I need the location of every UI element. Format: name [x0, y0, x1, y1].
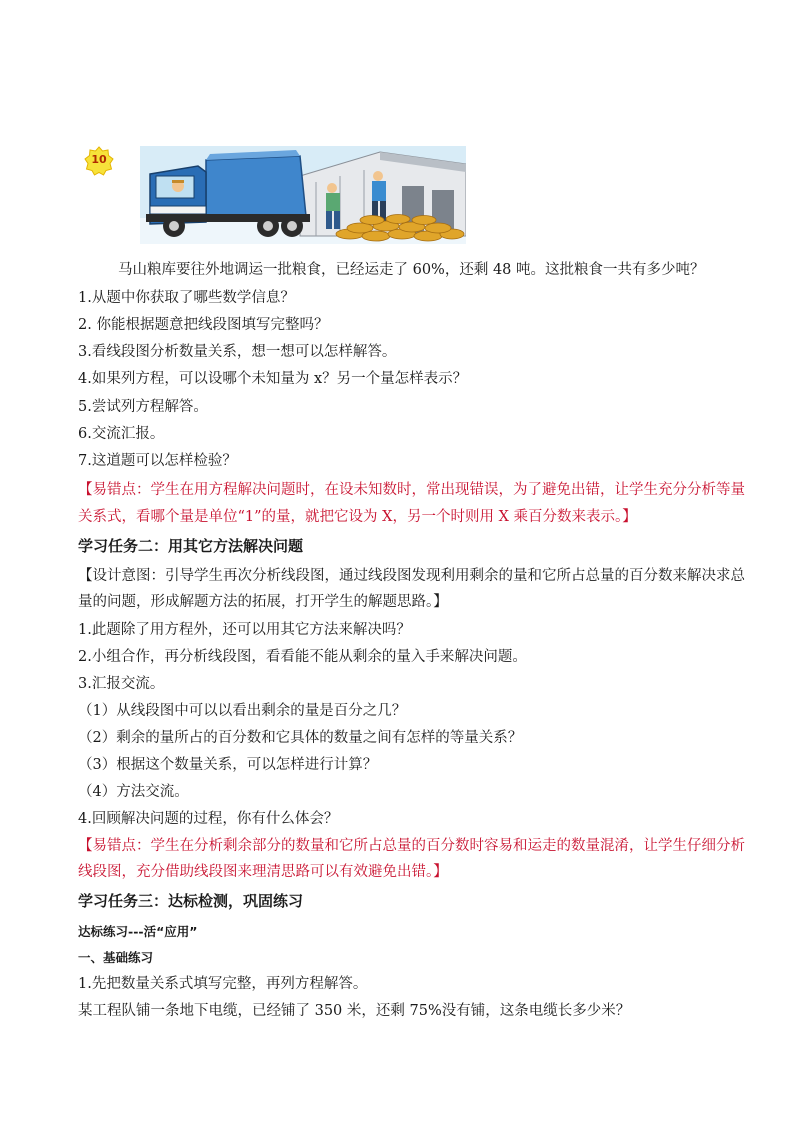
task2-tip-line-1: 【易错点：学生在分析剩余部分的数量和它所占总量的百分数时容易和运走的数量混淆，让学生仔细分析 [78, 838, 745, 854]
task3-title: 学习任务三：达标检测，巩固练习 [78, 892, 304, 910]
basic-practice-heading: 一、基础练习 [78, 950, 154, 965]
task2-design-line-1: 【设计意图：引导学生再次分析线段图，通过线段图发现利用剩余的量和它所占总量的百分数来解决求总 [78, 568, 745, 584]
problem-statement: 马山粮库要往外地调运一批粮食，已经运走了 60%，还剩 48 吨。这批粮食一共有多少吨？ [118, 262, 705, 278]
task2-title: 学习任务二：用其它方法解决问题 [78, 537, 304, 555]
truck-granary-illustration [140, 146, 466, 244]
task3-subtitle: 达标练习---活“应用” [78, 924, 198, 939]
task2-subitem-2: （2）剩余的量所占的百分数和它具体的数量之间有怎样的等量关系？ [78, 730, 523, 746]
badge-number: 10 [91, 153, 107, 166]
problem-number-badge [84, 146, 114, 176]
task2-subitem-1: （1）从线段图中可以以看出剩余的量是百分之几？ [78, 703, 407, 719]
exercise-instruction: 1.先把数量关系式填写完整，再列方程解答。 [78, 976, 368, 992]
task2-tip-line-2: 线段图，充分借助线段图来理清思路可以有效避免出错。】 [78, 864, 448, 880]
question-3: 3.看线段图分析数量关系，想一想可以怎样解答。 [78, 344, 397, 360]
question-4: 4.如果列方程，可以设哪个未知量为 x？另一个量怎样表示？ [78, 371, 468, 387]
tip-line-1: 【易错点：学生在用方程解决问题时，在设未知数时，常出现错误，为了避免出错，让学生充分分析等量 [78, 482, 745, 498]
tip-line-2: 关系式，看哪个量是单位“1”的量，就把它设为 X，另一个时则用 X 乘百分数来表示。】 [78, 509, 637, 525]
task2-subitem-3: （3）根据这个数量关系，可以怎样进行计算？ [78, 757, 378, 773]
question-1: 1.从题中你获取了哪些数学信息？ [78, 290, 295, 306]
exercise-problem: 某工程队铺一条地下电缆，已经铺了 350 米，还剩 75%没有铺，这条电缆长多少米？ [78, 1003, 631, 1019]
question-5: 5.尝试列方程解答。 [78, 399, 208, 415]
question-2: 2. 你能根据题意把线段图填写完整吗？ [78, 317, 329, 333]
task2-item-2: 2.小组合作，再分析线段图，看看能不能从剩余的量入手来解决问题。 [78, 649, 527, 665]
question-7: 7.这道题可以怎样检验？ [78, 453, 237, 469]
task2-item-3: 3.汇报交流。 [78, 676, 165, 692]
question-6: 6.交流汇报。 [78, 426, 165, 442]
task2-item-4: 4.回顾解决问题的过程，你有什么体会？ [78, 811, 339, 827]
task2-subitem-4: （4）方法交流。 [78, 784, 189, 800]
task2-item-1: 1.此题除了用方程外，还可以用其它方法来解决吗？ [78, 622, 411, 638]
task2-design-line-2: 量的问题，形成解题方法的拓展，打开学生的解题思路。】 [78, 594, 448, 610]
